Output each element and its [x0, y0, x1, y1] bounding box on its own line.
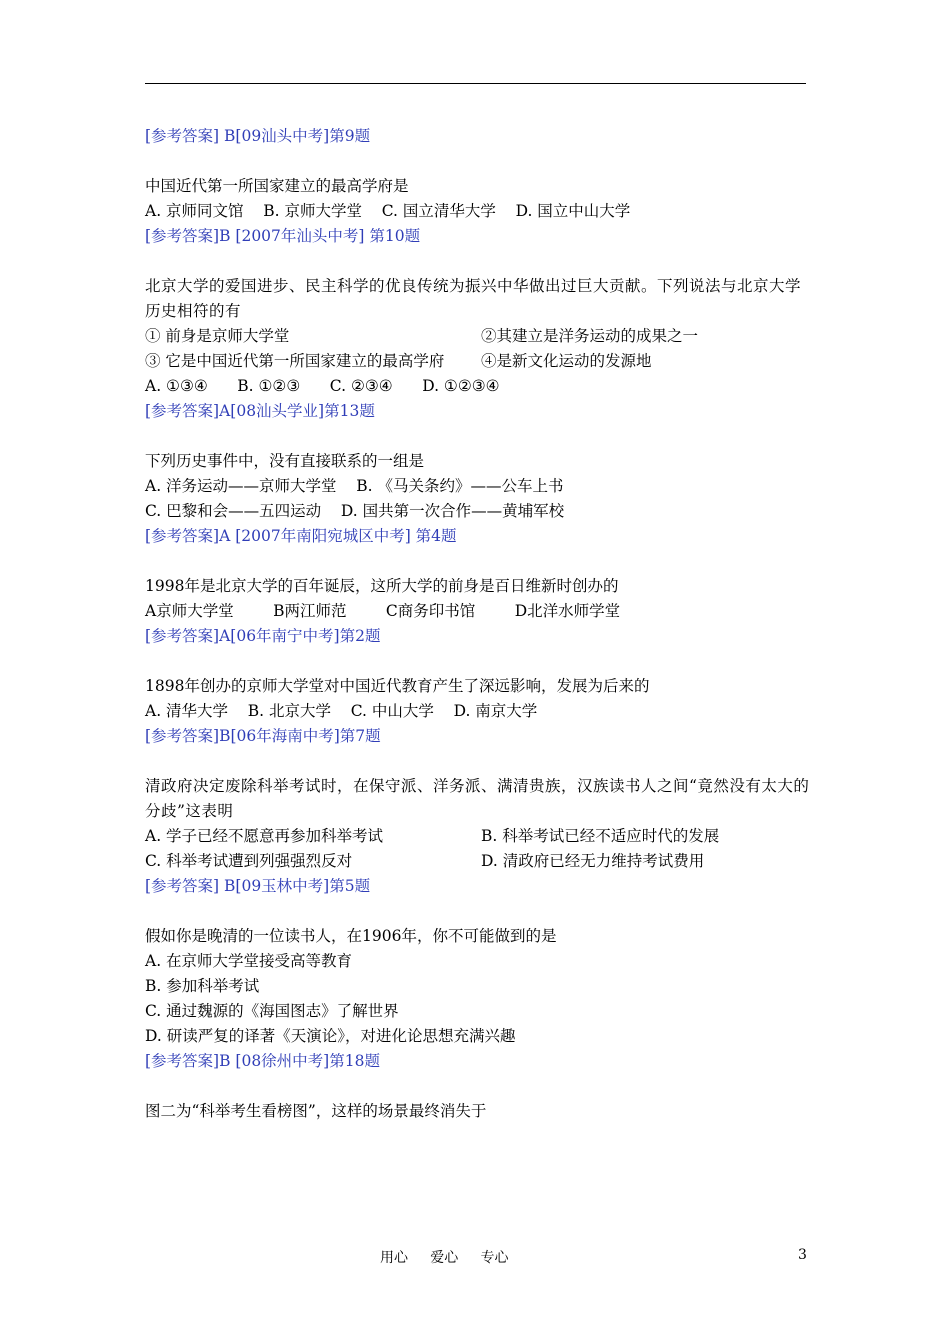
header-rule — [145, 83, 806, 84]
question-block — [145, 274, 810, 424]
option-item: B. 科举考试已经不适应时代的发展 — [481, 827, 720, 845]
answer-reference: [参考答案]B[06年海南中考]第7题 — [145, 727, 381, 745]
question-stem: 下列历史事件中，没有直接联系的一组是 — [145, 452, 425, 470]
question-block — [145, 449, 810, 549]
answer-reference: [参考答案] B[09玉林中考]第5题 — [145, 877, 371, 895]
footer-motto: 用心 爱心 专心 — [380, 1250, 509, 1266]
question-option: C. 通过魏源的《海国图志》了解世界 — [145, 1002, 399, 1020]
question-block — [145, 574, 810, 649]
question-stem: 清政府决定废除科举考试时，在保守派、洋务派、满清贵族，汉族读书人之间“竟然没有太大的分歧”这表明 — [145, 777, 810, 820]
question-stem: 北京大学的爱国进步、民主科学的优良传统为振兴中华做出过巨大贡献。下列说法与北京大学历史相符的有 — [145, 277, 802, 320]
question-block — [145, 1099, 810, 1124]
question-option: B. 参加科举考试 — [145, 977, 260, 995]
question-stem: 假如你是晚清的一位读书人，在1906年，你不可能做到的是 — [145, 927, 557, 945]
question-options: A. ①③④ B. ①②③ C. ②③④ D. ①②③④ — [145, 377, 500, 395]
page-number: 3 — [798, 1247, 807, 1263]
question-options: A. 清华大学 B. 北京大学 C. 中山大学 D. 南京大学 — [145, 702, 538, 720]
question-block — [145, 174, 810, 249]
question-block — [145, 774, 810, 899]
answer-reference: [参考答案] B[09汕头中考]第9题 — [145, 127, 371, 145]
question-options: A. 京师同文馆 B. 京师大学堂 C. 国立清华大学 D. 国立中山大学 — [145, 202, 631, 220]
question-options: C. 巴黎和会——五四运动 D. 国共第一次合作——黄埔军校 — [145, 502, 565, 520]
answer-reference: [参考答案]B [2007年汕头中考] 第10题 — [145, 227, 421, 245]
statement-item: ① 前身是京师大学堂 — [145, 327, 290, 345]
question-stem: 中国近代第一所国家建立的最高学府是 — [145, 177, 409, 195]
question-stem: 1998年是北京大学的百年诞辰，这所大学的前身是百日维新时创办的 — [145, 577, 619, 595]
question-options: A京师大学堂 B两江师范 C商务印书馆 D北洋水师学堂 — [145, 602, 621, 620]
question-options: A. 洋务运动——京师大学堂 B. 《马关条约》——公车上书 — [145, 477, 564, 495]
answer-reference: [参考答案]A[08汕头学业]第13题 — [145, 402, 375, 420]
question-option: A. 在京师大学堂接受高等教育 — [145, 952, 353, 970]
statement-item: ③ 它是中国近代第一所国家建立的最高学府 — [145, 352, 445, 370]
option-item: D. 清政府已经无力维持考试费用 — [481, 852, 705, 870]
question-stem: 1898年创办的京师大学堂对中国近代教育产生了深远影响，发展为后来的 — [145, 677, 650, 695]
option-grid — [145, 824, 810, 874]
question-block — [145, 124, 810, 149]
option-item: C. 科举考试遭到列强强烈反对 — [145, 852, 353, 870]
question-stem: 图二为“科举考生看榜图”，这样的场景最终消失于 — [145, 1102, 487, 1120]
answer-reference: [参考答案]A [2007年南阳宛城区中考] 第4题 — [145, 527, 457, 545]
answer-reference: [参考答案]B [08徐州中考]第18题 — [145, 1052, 380, 1070]
answer-reference: [参考答案]A[06年南宁中考]第2题 — [145, 627, 381, 645]
statement-item: ④是新文化运动的发源地 — [481, 352, 652, 370]
statement-grid — [145, 324, 810, 374]
question-block — [145, 924, 810, 1074]
document-body — [145, 124, 810, 1149]
statement-item: ②其建立是洋务运动的成果之一 — [481, 327, 699, 345]
question-block — [145, 674, 810, 749]
option-item: A. 学子已经不愿意再参加科举考试 — [145, 827, 384, 845]
question-option: D. 研读严复的译著《天演论》，对进化论思想充满兴趣 — [145, 1027, 516, 1045]
